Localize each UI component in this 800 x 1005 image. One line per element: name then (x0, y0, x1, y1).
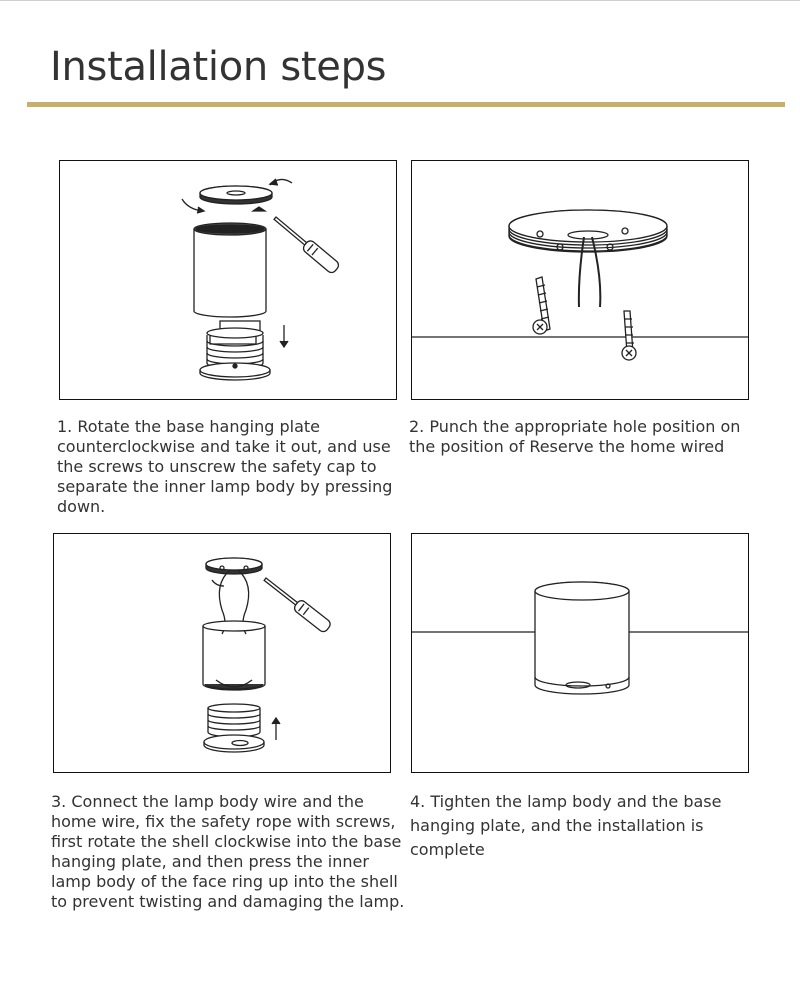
step-3-illustration (53, 533, 391, 773)
top-divider (0, 0, 800, 1)
step-4-caption: 4. Tighten the lamp body and the base hanging plate, and the installation is complete (410, 792, 722, 859)
page-title: Installation steps (50, 44, 387, 90)
step-2-caption: 2. Punch the appropriate hole position on the position of Reserve the home wired (409, 417, 741, 456)
title-underline (27, 102, 785, 107)
step-1-caption: 1. Rotate the base hanging plate counterclockwise and take it out, and use the screws to unscrew the safety cap to separate the inner lamp body by pressing down. (57, 417, 393, 516)
lamp-disassembly-icon (60, 161, 397, 400)
installed-lamp-icon (412, 534, 749, 773)
step-2-illustration (411, 160, 749, 400)
step-4-illustration (411, 533, 749, 773)
lamp-assembly-icon (54, 534, 391, 773)
ceiling-plate-screws-icon (412, 161, 749, 400)
step-3-caption: 3. Connect the lamp body wire and the home wire, fix the safety rope with screws, first rotate the shell clockwise into the base hanging plate, and then press the inner lamp body of the face ring up into the shell to prevent twisting and damaging the lamp. (51, 792, 405, 911)
step-1-illustration (59, 160, 397, 400)
